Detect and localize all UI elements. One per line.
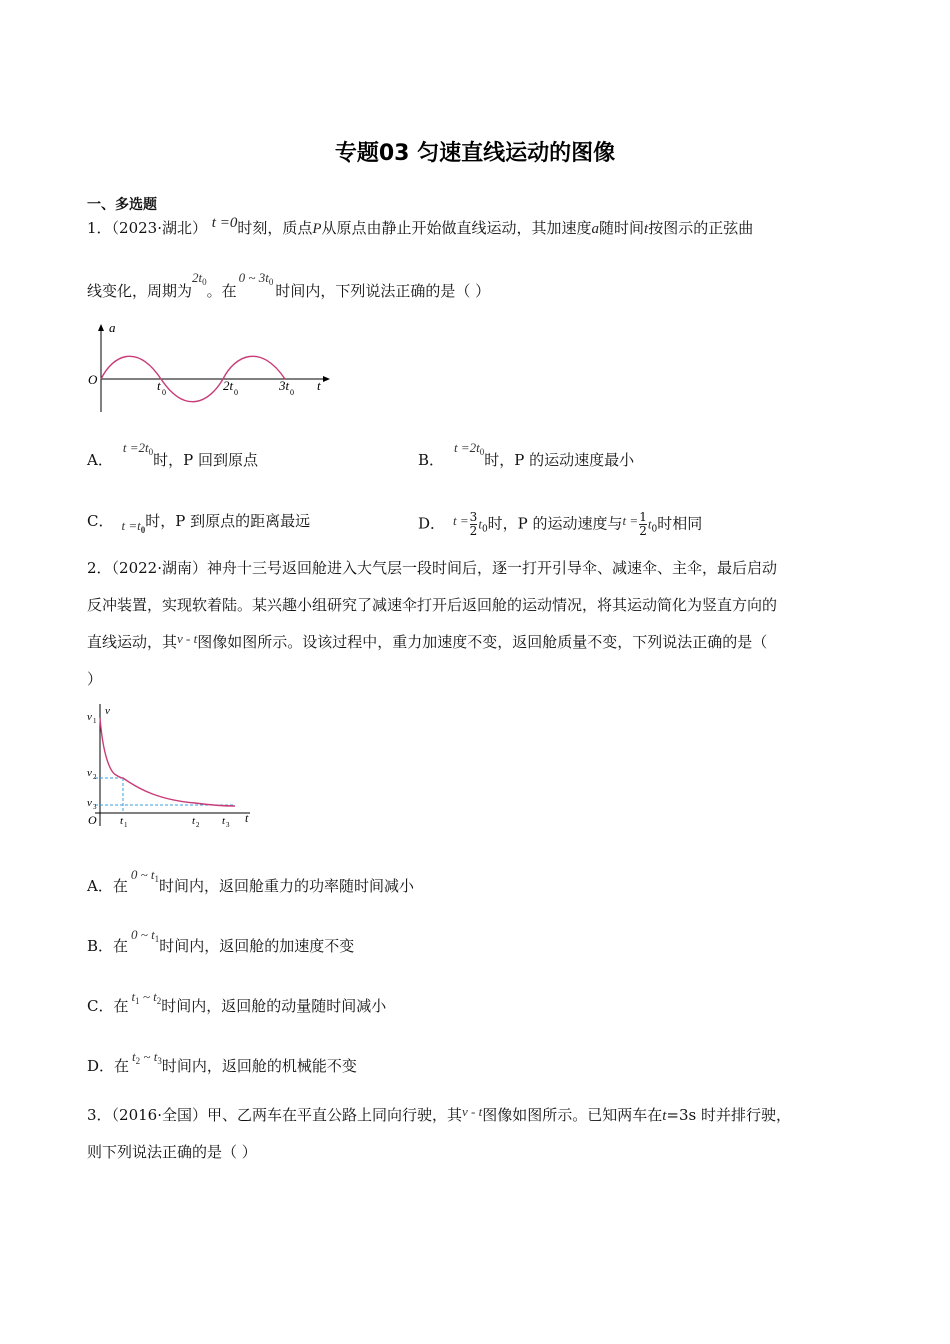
q1-text: 从原点由静止开始做直线运动，其加速度 [321, 219, 592, 237]
q1-tick-t0: t [157, 378, 161, 393]
q1-source: （2023·湖北） [111, 219, 207, 237]
q2-label-v3-sub: 3 [93, 803, 97, 811]
q2-number: 2． [87, 559, 112, 577]
q3-line2: 则下列说法正确的是（ ） [87, 1143, 257, 1161]
q2-vt-label: v - t [177, 631, 198, 646]
q1-line1 [87, 215, 754, 239]
q1-option-d-math: t = [453, 512, 469, 528]
q3-text: 图像如图所示。已知两车在 [482, 1106, 663, 1124]
q3-var-t: t [662, 1108, 667, 1124]
q1-var-a: a [591, 221, 600, 237]
q2-option-a[interactable]: A．在0 ~ $t_1$时间内，返回舱重力的功率随时间减小 [87, 867, 415, 895]
q2-option-c-math: $t_1$ ~ $t_2$ [131, 989, 162, 1006]
q2-option-c-text: 时间内，返回舱的动量随时间减小 [161, 997, 387, 1015]
q1-var-t: t [644, 221, 649, 237]
q1-text: 随时间 [599, 219, 645, 237]
q2-label-v2: v [87, 767, 92, 779]
q1-option-a[interactable]: A．$t =2t_0$时，P 回到原点 [87, 440, 258, 469]
q2-option-b-text: 时间内，返回舱的加速度不变 [159, 937, 355, 955]
q1-option-d-t0-2: t [647, 516, 652, 532]
q1-tick-3t0-sub: 0 [290, 388, 294, 397]
q1-option-c[interactable]: C． $t =t_0$时，P 到原点的距离最远 [87, 512, 311, 535]
q1-text: 时刻，质点 [237, 219, 313, 237]
q2-label-t2-sub: 2 [196, 821, 200, 829]
q2-vt-graph [85, 700, 260, 830]
q2-label-v1-sub: 1 [93, 717, 97, 725]
q2-option-b[interactable]: B．在0 ~ $t_1$时间内，返回舱的加速度不变 [87, 927, 355, 955]
q1-axis-label-a: a [109, 320, 116, 335]
q2-line3 [87, 632, 767, 653]
q2-option-a-math: 0 ~ $t_1$ [130, 867, 160, 884]
q1-option-d-text: 时，P 的运动速度与 [487, 514, 623, 533]
q1-option-b-math: $t =2t_0$ [454, 440, 485, 457]
q1-option-d-fraction1: $\frac{3}{2}$ [469, 510, 478, 538]
q2-option-a-text: 时间内，返回舱重力的功率随时间减小 [159, 877, 415, 895]
q1-option-b[interactable]: B．$t =2t_0$时，P 的运动速度最小 [418, 440, 635, 469]
q3-text: （2016·全国）甲、乙两车在平直公路上同向行驶，其 [111, 1106, 462, 1124]
q2-label-v3: v [87, 797, 92, 809]
q2-option-d[interactable]: D．在$t_2$ ~ $t_3$时间内，返回舱的机械能不变 [87, 1049, 357, 1075]
q2-option-b-math: 0 ~ $t_1$ [131, 927, 160, 944]
q2-text: 图像如图所示。设该过程中，重力加速度不变，返回舱质量不变，下列说法正确的是（ [197, 633, 768, 651]
q1-tick-t0-sub: 0 [162, 388, 166, 397]
q1-option-d[interactable]: D． t = $\frac{3}{2}$ $t_0$时，P 的运动速度与t = $\frac{1}{2}$ $t_0$时相同 [418, 510, 703, 538]
q2-option-d-text: 时间内，返回舱的机械能不变 [161, 1057, 357, 1075]
q2-text: 直线运动，其 [87, 633, 178, 651]
q2-label-t3-sub: 3 [226, 821, 230, 829]
q1-y-arrow [98, 324, 104, 331]
q2-label-t1-sub: 1 [124, 821, 128, 829]
q2-label-t1: t [120, 815, 124, 827]
q1-var-p: P [312, 221, 322, 237]
q1-math-t0: t =0 [211, 215, 238, 231]
page-title: 专题03 匀速直线运动的图像 [334, 141, 616, 166]
q2-option-c[interactable]: C．在$t_1$ ~ $t_2$时间内，返回舱的动量随时间减小 [87, 989, 387, 1015]
q1-axis-label-t: t [317, 378, 321, 393]
q1-option-c-text: 时，P 到原点的距离最远 [145, 512, 311, 530]
q1-text: 按图示的正弦曲 [648, 219, 754, 237]
q2-text: （2022·湖南）神舟十三号返回舱进入大气层一段时间后，逐一打开引导伞、减速伞、主伞，最后启动 [111, 559, 777, 577]
q2-origin-label: O [88, 813, 97, 827]
q1-tick-2t0-sub: 0 [234, 388, 238, 397]
q2-label-v1: v [87, 711, 92, 723]
q2-line4: ） [87, 670, 103, 688]
q2-line1 [87, 558, 777, 578]
q1-tick-2t0: 2t [223, 378, 234, 393]
q1-x-arrow [323, 376, 330, 382]
q1-math-range: 0 ~ $3t_0$ [238, 270, 274, 287]
q1-number: 1． [87, 219, 112, 237]
q3-line1 [87, 1105, 791, 1126]
q1-math-period: $2t_0$ [192, 270, 207, 287]
q1-option-d-text2: 时相同 [657, 514, 703, 533]
q1-option-d-fraction2: $\frac{1}{2}$ [639, 510, 647, 538]
q1-line2 [87, 270, 491, 306]
q1-sine-graph [85, 320, 335, 415]
q1-origin-label: O [88, 372, 98, 387]
q1-tick-3t0: 3t [279, 378, 290, 393]
q1-option-a-math: $t =2t_0$ [122, 440, 154, 457]
q3-vt-label: v - t [462, 1104, 483, 1119]
q1-option-a-text: 时，P 回到原点 [153, 451, 258, 469]
q1-option-d-math2: t = [622, 512, 639, 528]
q2-label-v: v [105, 705, 110, 717]
q2-label-t2: t [192, 815, 196, 827]
q2-label-v2-sub: 2 [93, 773, 97, 781]
q2-label-t3: t [222, 815, 226, 827]
q1-option-b-text: 时，P 的运动速度最小 [484, 451, 635, 469]
q1-option-d-t0: t [478, 516, 482, 532]
q1-option-c-math: $t =t_0$ [121, 518, 146, 535]
section-heading: 一、多选题 [87, 197, 157, 213]
q1-text: 。在 [206, 282, 237, 300]
q3-text: =3s 时并排行驶， [666, 1106, 791, 1124]
q2-line2: 反冲装置，实现软着陆。某兴趣小组研究了减速伞打开后返回舱的运动情况，将其运动简化为竖直方向的 [87, 596, 778, 614]
q2-label-t: t [245, 811, 249, 825]
q1-text: 线变化，周期为 [87, 282, 193, 300]
q2-option-d-math: $t_2$ ~ $t_3$ [132, 1049, 162, 1066]
q1-text: 时间内，下列说法正确的是（ ） [275, 282, 491, 300]
q2-vt-curve [100, 718, 235, 806]
q3-number: 3． [87, 1106, 112, 1124]
